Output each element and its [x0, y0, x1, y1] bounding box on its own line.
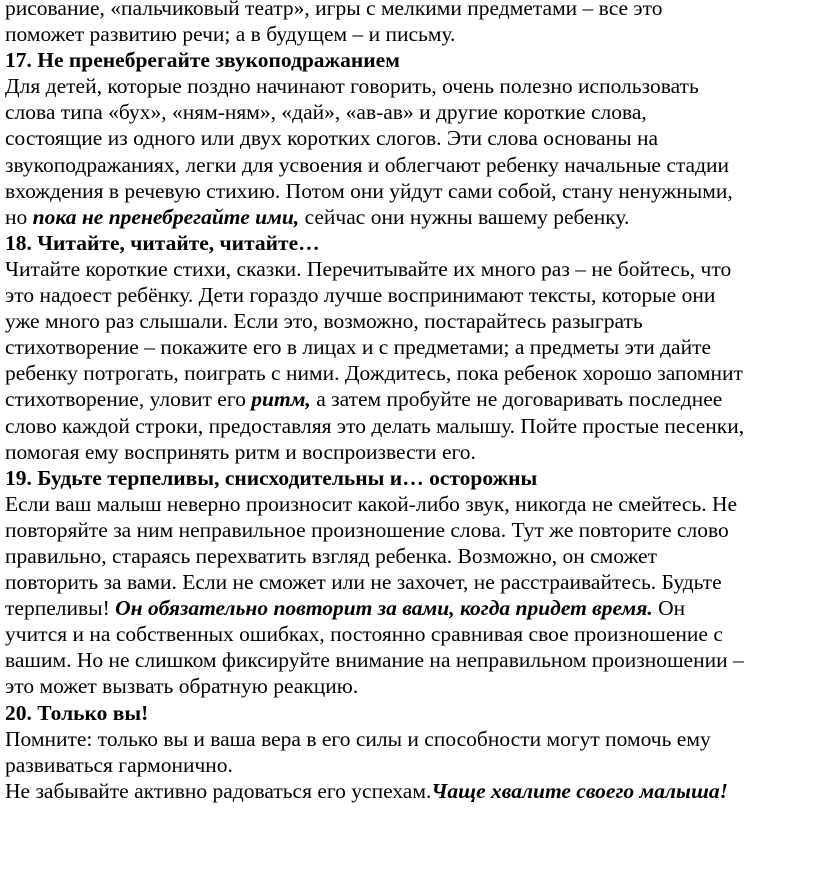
section-19-line-1: Если ваш малыш неверно произносит какой-либо звук, никогда не смейтесь. Не — [5, 491, 738, 516]
section-19-line-5 — [5, 595, 816, 621]
section-19-heading: 19. Будьте терпеливы, снисходительны и… осторожны — [5, 465, 538, 490]
section-18-heading: 18. Читайте, читайте, читайте… — [5, 230, 320, 255]
section-17-line-4: звукоподражаниях, легки для усвоения и облегчают ребенку начальные стадии — [5, 152, 730, 177]
section-20-line-3 — [5, 778, 816, 804]
emphasis-text: Он обязательно повторит за вами, когда придет время. — [115, 596, 653, 621]
section-18-line-1: Читайте короткие стихи, сказки. Перечитывайте их много раз – не бойтесь, что — [5, 256, 732, 281]
text-run: стихотворение, уловит его — [5, 387, 252, 412]
section-18-line-3: уже много раз слышали. Если это, возможно, постарайтесь разыграть — [5, 309, 643, 334]
section-19-line-8: это может вызвать обратную реакцию. — [5, 674, 359, 699]
text-run: Не забывайте активно радоваться его успехам. — [5, 778, 432, 803]
section-18-line-5: ребенку потрогать, поиграть с ними. Дождитесь, пока ребенок хорошо запомнит — [5, 361, 743, 386]
section-17-line-6 — [5, 204, 816, 230]
section-18-line-8: помогая ему воспринять ритм и воспроизвести его. — [5, 439, 476, 464]
text-run: сейчас они нужны вашему ребенку. — [299, 204, 630, 229]
text-run: но — [5, 204, 33, 229]
intro-line-1: рисование, «пальчиковый театр», игры с мелкими предметами – все это — [5, 0, 663, 20]
section-19-line-7: вашим. Но не слишком фиксируйте внимание на неправильном произношении – — [5, 648, 744, 673]
section-17-line-3: состоящие из одного или двух коротких слогов. Эти слова основаны на — [5, 126, 659, 151]
section-17-heading: 17. Не пренебрегайте звукоподражанием — [5, 48, 400, 73]
section-19-line-3: правильно, стараясь перехватить взгляд ребенка. Возможно, он сможет — [5, 543, 657, 568]
emphasis-text: ритм, — [251, 387, 311, 412]
section-17-line-1: Для детей, которые поздно начинают говорить, очень полезно использовать — [5, 74, 699, 99]
section-18-line-4: стихотворение – покажите его в лицах и с предметами; а предметы эти дайте — [5, 335, 712, 360]
section-17-line-2: слова типа «бух», «ням-ням», «дай», «ав-ав» и другие короткие слова, — [5, 100, 647, 125]
section-19-line-4: повторить за вами. Если не сможет или не захочет, не расстраивайтесь. Будьте — [5, 570, 722, 595]
text-run: терпеливы! — [5, 596, 116, 621]
section-17-line-5: вхождения в речевую стихию. Потом они уйдут сами собой, стану ненужными, — [5, 178, 733, 203]
emphasis-text: Чаще хвалите своего малыша! — [431, 778, 728, 803]
text-run: а затем пробуйте не договаривать последнее — [310, 387, 723, 412]
emphasis-text: пока не пренебрегайте ими, — [32, 204, 300, 229]
section-18-line-7: слово каждой строки, предоставляя это делать малышу. Пойте простые песенки, — [5, 413, 745, 438]
section-18-line-2: это надоест ребёнку. Дети гораздо лучше воспринимают тексты, которые они — [5, 283, 716, 308]
section-20-heading: 20. Только вы! — [5, 700, 149, 725]
intro-line-2: поможет развитию речи; а в будущем – и письму. — [5, 22, 456, 47]
section-18-line-6 — [5, 386, 816, 412]
section-19-line-6: учится и на собственных ошибках, постоянно сравнивая свое произношение с — [5, 622, 723, 647]
section-20-line-1: Помните: только вы и ваша вера в его силы и способности могут помочь ему — [5, 726, 711, 751]
text-run: Он — [652, 596, 686, 621]
section-20-line-2: развиваться гармонично. — [5, 752, 233, 777]
section-19-line-2: повторяйте за ним неправильное произношение слова. Тут же повторите слово — [5, 517, 729, 542]
